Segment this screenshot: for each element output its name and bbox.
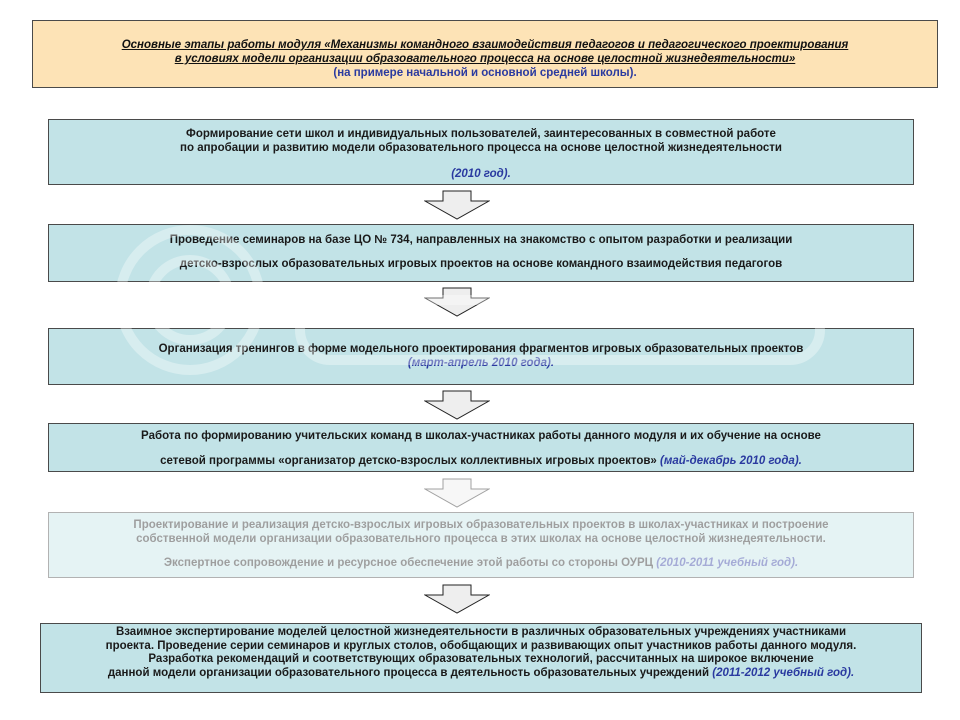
step-4-line-2-text: сетевой программы «организатор детско-взрослых коллективных игровых проектов»	[160, 455, 657, 467]
step-4-line-2	[49, 454, 913, 468]
step-5-line-3	[49, 556, 913, 570]
title-line-3: (на примере начальной и основной средней школы).	[333, 67, 637, 79]
step-1-line-2: по апробации и развитию модели образовательного процесса на основе целостной жизнедеятельности	[180, 142, 782, 154]
step-1-line-1: Формирование сети школ и индивидуальных пользователей, заинтересованных в совместной работе	[186, 128, 776, 140]
step-6-line-2: проекта. Проведение серии семинаров и круглых столов, обобщающих и развивающих опыт участников работы данного модуля.	[105, 639, 857, 652]
down-arrow-icon	[424, 584, 490, 614]
step-6-line-4-text: данной модели организации образовательного процесса в деятельность образовательных учреждений	[107, 666, 710, 679]
step-5-line-3-text: Экспертное сопровождение и ресурсное обеспечение этой работы со стороны ОУРЦ	[163, 557, 654, 569]
step-5-line-2: собственной модели организации образовательного процесса в этих школах на основе целостной жизнедеятельности.	[136, 533, 826, 545]
down-arrow-icon	[424, 390, 490, 420]
step-2-line-1: Проведение семинаров на базе ЦО № 734, направленных на знакомство с опытом разработки и реализации	[169, 234, 793, 246]
step-4-date: (май-декабрь 2010 года).	[660, 455, 802, 467]
down-arrow-icon	[424, 478, 490, 508]
title-line-2: в условиях модели организации образовательного процесса на основе целостной жизнедеятельности»	[174, 53, 796, 65]
step-2-box	[48, 224, 914, 282]
title-line-1: Основные этапы работы модуля «Механизмы командного взаимодействия педагогов и педагогического проектирования	[121, 39, 849, 51]
step-2-line-2: детско-взрослых образовательных игровых проектов на основе командного взаимодействия педагогов	[179, 258, 783, 270]
step-6-line-3: Разработка рекомендаций и соответствующих образовательных технологий, рассчитанных на широкое включение	[148, 653, 814, 665]
step-6-line-4	[41, 667, 921, 681]
step-3-date: (март-апрель 2010 года).	[407, 357, 555, 369]
step-3-box	[48, 328, 914, 385]
step-6-date: (2011-2012 учебный год).	[712, 666, 855, 679]
step-5-date: (2010-2011 учебный год).	[656, 557, 799, 569]
step-5-box	[48, 512, 914, 578]
step-1-date: (2010 год).	[451, 168, 511, 180]
step-6-line-1: Взаимное экспертирование моделей целостной жизнедеятельности в различных образовательных учреждениях участниками	[115, 626, 847, 638]
down-arrow-icon	[424, 287, 490, 317]
title-box	[32, 20, 938, 88]
step-1-box	[48, 119, 914, 185]
step-3-line-1: Организация тренингов в форме модельного проектирования фрагментов игровых образовательных проектов	[158, 343, 804, 355]
step-4-box	[48, 423, 914, 472]
down-arrow-icon	[424, 190, 490, 220]
step-4-line-1: Работа по формированию учительских команд в школах-участниках работы данного модуля и их обучение на основе	[141, 430, 821, 442]
step-5-line-1: Проектирование и реализация детско-взрослых игровых образовательных проектов в школах-участниках и построение	[133, 519, 829, 531]
step-6-box	[40, 623, 922, 693]
